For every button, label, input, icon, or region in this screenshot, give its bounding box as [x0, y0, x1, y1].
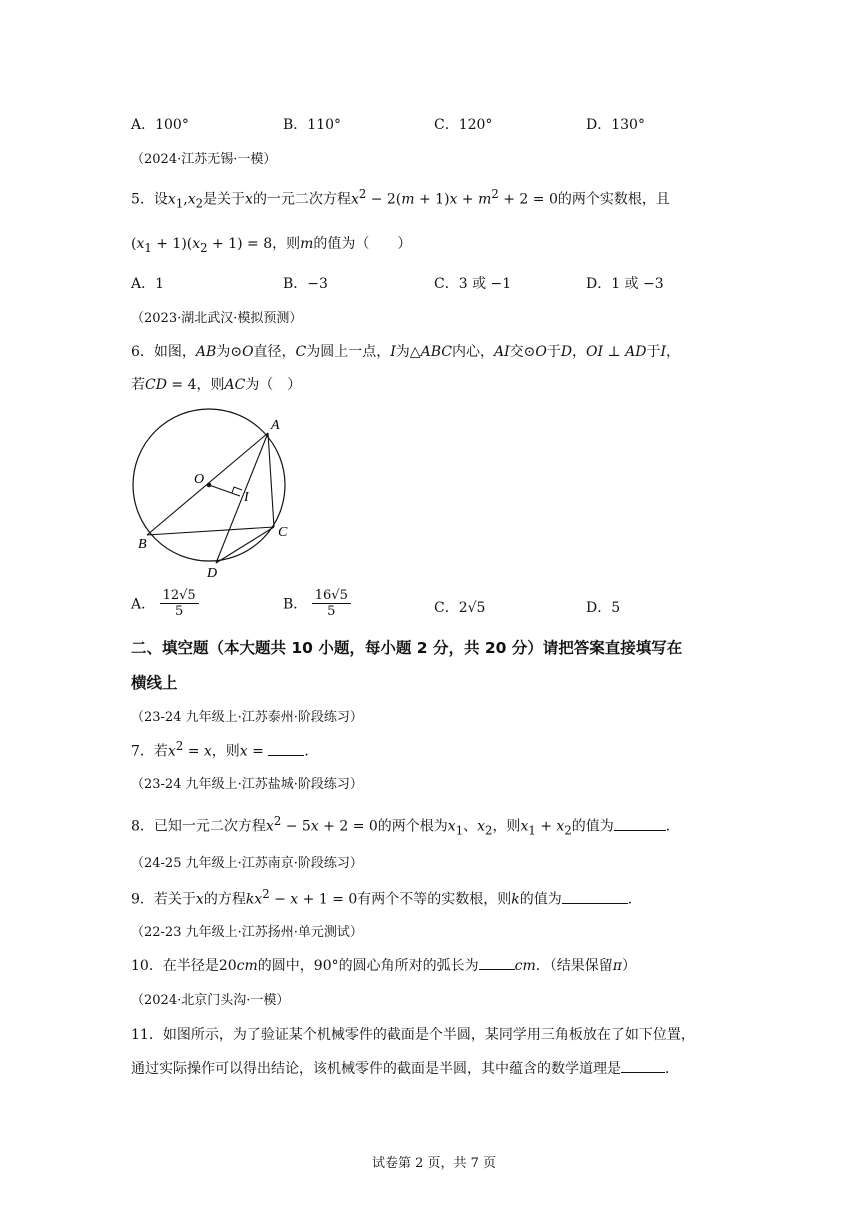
segment-bc — [147, 527, 274, 535]
q10-stem: 10．在半径是20cm的圆中，90°的圆心角所对的弧长为 cm．（结果保留π） — [131, 955, 636, 975]
q9-source: （24-25 九年级上·江苏南京·阶段练习） — [131, 856, 363, 871]
q6-option-a: A． $\frac{12√5}{5}$ — [131, 588, 199, 619]
q9-stem: 9．若关于x的方程$kx^2 - x + 1 = 0$有两个不等的实数根，则k的值为 ． — [131, 887, 642, 908]
q6-stem-line1: 6．如图，AB为⊙O直径，C为圆上一点，I为△ABC内心，AI交⊙O于D，OI ⊥ AD于I， — [131, 344, 681, 360]
segment-cd — [216, 527, 274, 563]
q4-option-d: D．130° — [586, 117, 645, 133]
q7-stem: 7．若$x^2 = x$，则x = ． — [131, 739, 319, 760]
q6-option-b: B． $\frac{16√5}{5}$ — [283, 588, 351, 619]
q6-source: （2023·湖北武汉·模拟预测） — [131, 311, 303, 326]
center-dot — [207, 483, 212, 488]
q5-stem-line2: $(x_1 + 1)(x_2 + 1) = 8$，则m的值为（ ） — [131, 236, 412, 255]
label-d: D — [207, 566, 218, 581]
q9-answer-blank[interactable] — [562, 889, 628, 904]
label-a: A — [271, 418, 280, 433]
q6-stem-line2: 若CD = 4，则AC为（ ） — [131, 377, 302, 393]
label-i: I — [244, 490, 249, 505]
q4-option-b: B．110° — [283, 117, 342, 133]
q6-option-d: D．5 — [586, 600, 621, 616]
q6-option-c: C．2√5 — [434, 600, 486, 616]
q5-option-b: B．−3 — [283, 276, 328, 292]
q8-stem: 8．已知一元二次方程$x^2 - 5x + 2 = 0$的两个根为$x_1$、$x_2$，则$x_1 + x_2$的值为 ． — [131, 814, 680, 838]
label-b: B — [138, 537, 147, 552]
segment-oi — [209, 485, 240, 496]
right-angle-mark — [232, 487, 242, 493]
q5-stem-line1: 5．设$x_1,x_2$是关于x的一元二次方程$x^2 - 2(m + 1)x + m^2 + 2 = 0$的两个实数根，且 — [131, 187, 670, 211]
label-o: O — [194, 472, 205, 487]
q5-option-c: C．3 或 −1 — [434, 276, 512, 292]
q6-figure — [128, 405, 298, 583]
section2-heading-line2: 横线上 — [131, 674, 178, 692]
q7-source: （23-24 九年级上·江苏泰州·阶段练习） — [131, 710, 363, 725]
q8-answer-blank[interactable] — [614, 816, 666, 831]
segment-ad — [216, 433, 268, 563]
q11-stem-line1: 11．如图所示，为了验证某个机械零件的截面是个半圆，某同学用三角板放在了如下位置， — [131, 1027, 695, 1043]
q11-source: （2024·北京门头沟·一模） — [131, 993, 290, 1008]
q11-answer-blank[interactable] — [621, 1058, 665, 1073]
label-c: C — [278, 525, 288, 540]
q10-source: （22-23 九年级上·江苏扬州·单元测试） — [131, 925, 363, 940]
q5-source: （2024·江苏无锡·一模） — [131, 152, 277, 167]
segment-ac — [268, 433, 274, 527]
q4-option-a: A．100° — [131, 117, 189, 133]
q10-answer-blank[interactable] — [479, 955, 515, 970]
page-footer: 试卷第 2 页，共 7 页 — [371, 1156, 497, 1171]
q11-stem-line2: 通过实际操作可以得出结论，该机械零件的截面是半圆，其中蕴含的数学道理是 ． — [131, 1058, 679, 1078]
q5-option-a: A．1 — [131, 276, 165, 292]
q7-answer-blank[interactable] — [268, 741, 304, 756]
q8-source: （23-24 九年级上·江苏盐城·阶段练习） — [131, 777, 363, 792]
section2-heading-line1: 二、填空题（本大题共 10 小题，每小题 2 分，共 20 分）请把答案直接填写在 — [131, 639, 683, 657]
q4-option-c: C．120° — [434, 117, 493, 133]
q5-option-d: D．1 或 −3 — [586, 276, 664, 292]
